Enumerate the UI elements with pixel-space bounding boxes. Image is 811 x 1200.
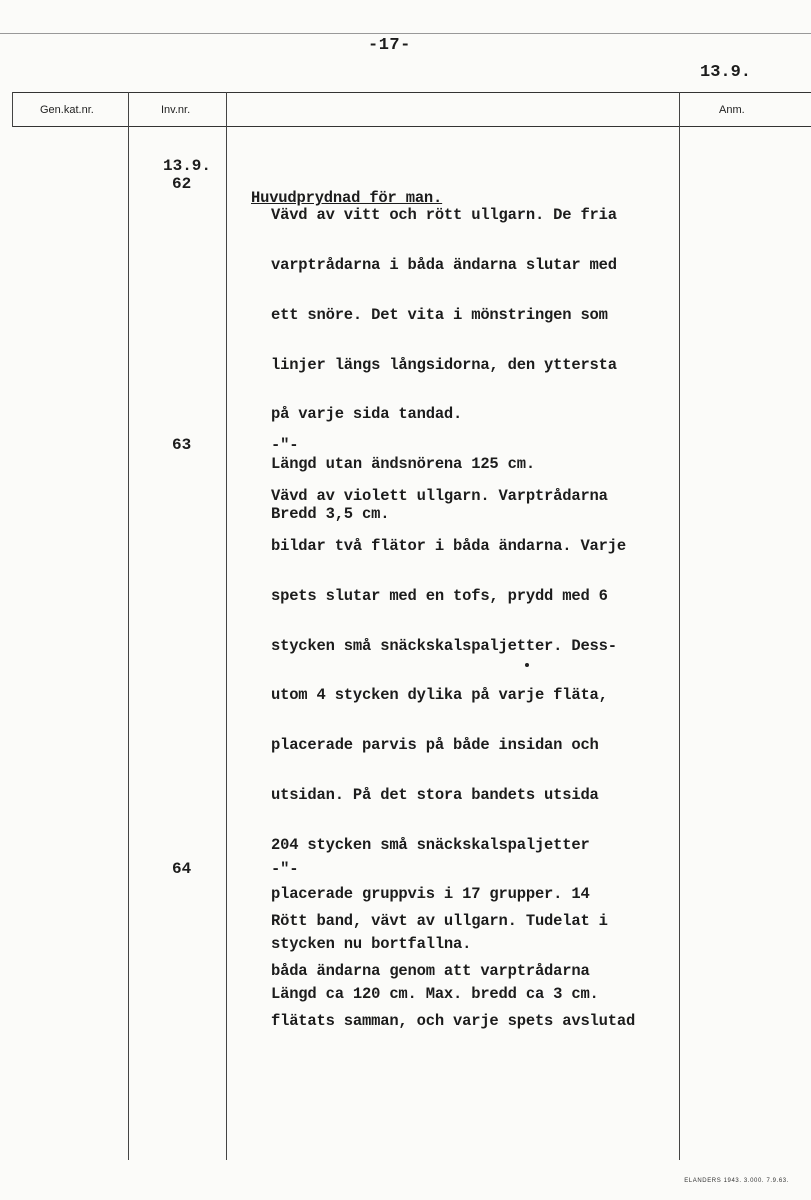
entry-line: flätats samman, och varje spets avslutad <box>271 1011 636 1030</box>
col-divider-text <box>226 92 227 1160</box>
column-header-gen-kat: Gen.kat.nr. <box>40 104 94 116</box>
entry-line: stycken små snäckskalspaljetter. Dess- <box>271 636 617 655</box>
top-rule <box>0 33 811 34</box>
entry-line: Vävd av vitt och rött ullgarn. De fria <box>271 206 617 225</box>
printer-imprint: ELANDERS 1943. 3.000. 7.9.63. <box>684 1178 789 1184</box>
group-number: 13.9. <box>163 157 212 175</box>
inv-number: 62 <box>172 175 192 193</box>
entry-line: linjer längs långsidorna, den yttersta <box>271 355 617 374</box>
entry-line: utsidan. På det stora bandets utsida <box>271 785 599 804</box>
inv-number: 63 <box>172 436 192 454</box>
entry-line: Bredd 3,5 cm. <box>271 504 390 523</box>
entry-line: varptrådarna i båda ändarna slutar med <box>271 255 617 274</box>
entry-line: stycken nu bortfallna. <box>271 935 472 954</box>
entry-line: på varje sida tandad. <box>271 405 463 424</box>
entry-ditto: -"- <box>271 860 299 878</box>
entry-line: ett snöre. Det vita i mönstringen som <box>271 305 608 324</box>
entry-title: Huvudprydnad för man. <box>251 189 443 208</box>
left-border <box>12 92 13 127</box>
header-rule-top <box>12 92 811 93</box>
entry-line: båda ändarna genom att varptrådarna <box>271 961 590 980</box>
entry-line: Vävd av violett ullgarn. Varptrådarna <box>271 487 608 506</box>
column-header-anm: Anm. <box>719 104 745 116</box>
entry-line: placerade gruppvis i 17 grupper. 14 <box>271 885 590 904</box>
inv-number: 64 <box>172 860 192 878</box>
page-number: -17- <box>368 36 411 55</box>
entry-ditto: -"- <box>271 436 299 454</box>
entry-line: Längd ca 120 cm. Max. bredd ca 3 cm. <box>271 985 599 1003</box>
entry-line: placerade parvis på både insidan och <box>271 736 599 755</box>
header-rule-bottom <box>12 126 811 127</box>
entry-line: utom 4 stycken dylika på varje fläta, <box>271 686 608 705</box>
section-id: 13.9. <box>700 63 752 82</box>
col-divider-inv <box>128 92 129 1160</box>
ink-dot <box>525 663 529 667</box>
entry-line: Rött band, vävt av ullgarn. Tudelat i <box>271 912 608 931</box>
entry-line: spets slutar med en tofs, prydd med 6 <box>271 586 608 605</box>
entry-line: 204 stycken små snäckskalspaljetter <box>271 835 590 854</box>
entry-line: Längd utan ändsnörena 125 cm. <box>271 455 535 474</box>
entry-line: bildar två flätor i båda ändarna. Varje <box>271 536 626 555</box>
column-header-inv: Inv.nr. <box>161 104 191 116</box>
entry-description <box>271 880 681 1046</box>
